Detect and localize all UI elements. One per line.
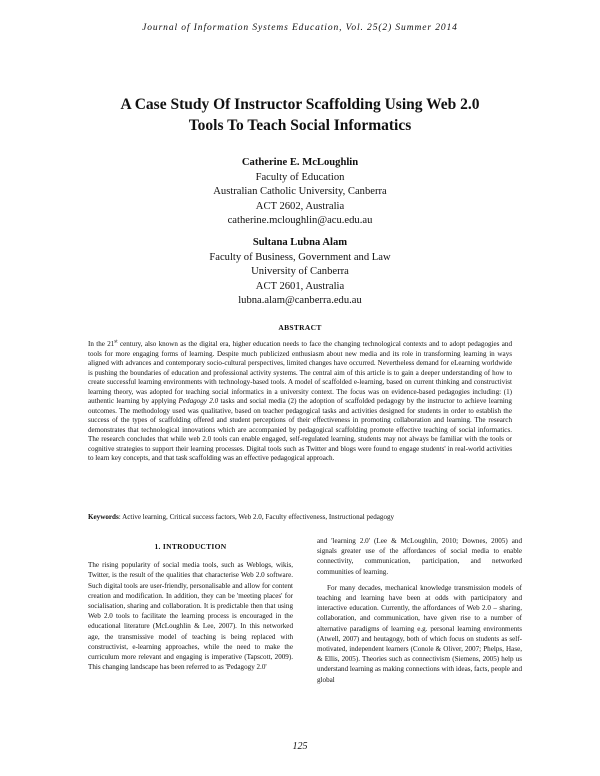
left-column xyxy=(88,542,293,672)
intro-paragraph-2: and 'learning 2.0' (Lee & McLoughlin, 2010; Downes, 2005) and signals greater use of the affordances of social media to enable connectivity, communication, participation, and networked communities of learning. xyxy=(317,537,522,576)
page-number: 125 xyxy=(292,741,308,752)
author-email: lubna.alam@canberra.edu.au xyxy=(238,295,362,306)
author-block-1 xyxy=(100,156,500,229)
abstract-text-middle: century, also known as the digital era, higher education needs to face the changing technological contexts and to adopt pedagogies and tools for more engaging forms of learning. Despite much publicized enthusiasm about new media and its role in transforming learning in ways aligned with advances and contemporary socio-cultural perspectives, limited changes have occurred. Nevertheless demand for eLearning worldwide is pushing the boundaries of education and professional activity systems. The central aim of this article is to gain a deeper understanding of how to create successful learning environments with technology-based tools. A model of scaffolded e-learning, based on current thinking and constructivist learning theory, was adopted for teaching social informatics in a university context. The focus was on evidence-based pedagogies including: (1) authentic learning by applying xyxy=(88,340,512,405)
author-affiliation: Faculty of Business, Government and Law xyxy=(209,251,391,263)
author-name: Sultana Lubna Alam xyxy=(252,237,348,248)
keywords-list: : Active learning, Critical success factors, Web 2.0, Faculty effectiveness, Instructional pedagogy xyxy=(118,513,395,521)
author-email: catherine.mcloughlin@acu.edu.au xyxy=(227,215,373,226)
author-name: Catherine E. McLoughlin xyxy=(241,157,359,168)
abstract-text-start: In the 21 xyxy=(88,340,115,348)
author-address: ACT 2602, Australia xyxy=(255,200,345,212)
keywords-label: Keywords xyxy=(88,513,119,521)
abstract-superscript: st xyxy=(114,339,118,345)
abstract-italic-term: Pedagogy 2.0 xyxy=(178,397,219,405)
journal-header: Journal of Information Systems Education, Vol. 25(2) Summer 2014 xyxy=(142,23,458,33)
author-address: ACT 2601, Australia xyxy=(255,280,345,292)
keywords-line xyxy=(88,513,512,523)
author-institution: University of Canberra xyxy=(251,266,349,277)
author-institution: Australian Catholic University, Canberra xyxy=(213,186,387,197)
section-heading-introduction: 1. INTRODUCTION xyxy=(154,542,227,551)
abstract-body xyxy=(88,340,512,464)
right-column xyxy=(317,536,522,685)
abstract-text-end: tasks and social media (2) the adoption of scaffolded pedagogy by the instructor to achieve learning outcomes. The methodology used was qualitative, based on teacher pedagogical tasks and activities designed for students in order to establish the success of the types of scaffolding offered and student perceptions of their effectiveness in promoting collaboration and learning. The research demonstrates that technological innovations which are accompanied by pedagogical scaffolding promote effective teaching of social informatics. The research concludes that while web 2.0 tools can enable engaged, self-regulated learning, students may not always be familiar with the tools or cognitive strategies to support their learning processes. Digital tools such as Twitter and blogs were found to engage students' in real-world activities to learn key concepts, and that task scaffolding was an effective pedagogical approach. xyxy=(88,397,512,462)
abstract-heading: ABSTRACT xyxy=(278,323,322,332)
intro-paragraph-3: For many decades, mechanical knowledge transmission models of teaching and learning have been at odds with participatory and interactive education. Currently, the affordances of Web 2.0 – sharing, collaboration, and communication, have given rise to a number of alternative paradigms of learning e.g. personal learning environments (Atwell, 2007) and heutagogy, both of which focus on students as self-motivated, independent learners (Conole & Oliver, 2007; Phelps, Hase, & Ellis, 2005). Theories such as connectivism (Siemens, 2005) help us understand learning as making connections with ideas, facts, people and global xyxy=(317,583,522,684)
author-affiliation: Faculty of Education xyxy=(255,171,345,183)
author-block-2 xyxy=(100,236,500,309)
title-line-2: Tools To Teach Social Informatics xyxy=(188,117,412,134)
intro-paragraph-1: The rising popularity of social media tools, such as Weblogs, wikis, Twitter, is the result of the qualities that characterise Web 2.0 software. Such digital tools are user-friendly, personalisable and allow for content creation and modification. In addition, they can be 'meeting places' for socialisation, sharing and collaboration. It is predictable then that using Web 2.0 tools to facilitate the learning process is encouraged in the educational literature (McLoughlin & Lee, 2007). In this networked age, the transmissive model of teaching is being replaced with constructivist, e-learning approaches, while the need to make the curriculum more relevant and engaging is imperative (Tapscott, 2009). This changing landscape has been referred to as 'Pedagogy 2.0' xyxy=(88,561,293,672)
paper-title xyxy=(60,94,540,136)
title-line-1: A Case Study Of Instructor Scaffolding Using Web 2.0 xyxy=(120,96,480,113)
